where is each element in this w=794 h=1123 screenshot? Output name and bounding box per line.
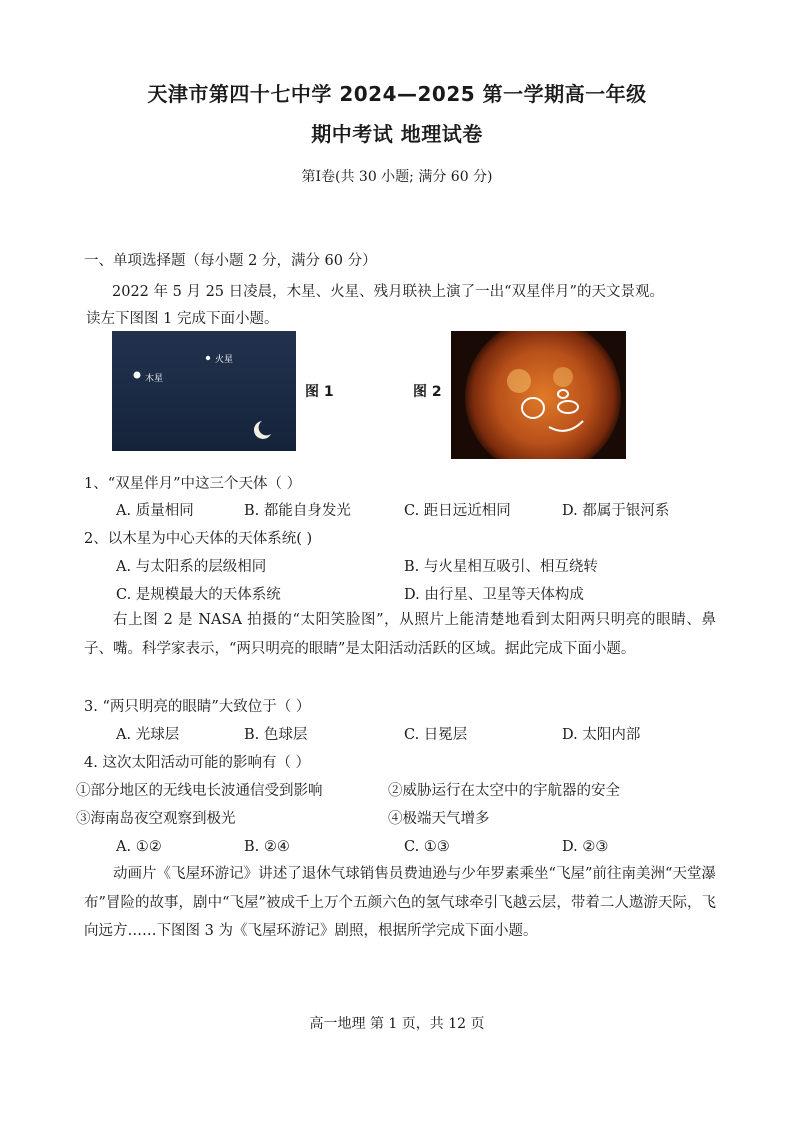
q4-statement-1: ①部分地区的无线电长波通信受到影响 xyxy=(76,783,323,799)
sun-bright-region xyxy=(553,367,573,387)
crescent-moon-icon xyxy=(254,421,271,439)
sun-drawing xyxy=(451,331,626,459)
q4-statement-3: ③海南岛夜空观察到极光 xyxy=(76,811,236,827)
figure-2-sun-smile xyxy=(451,331,626,459)
intro-line2: 读左下图图 1 完成下面小题。 xyxy=(86,311,279,327)
q4-option-d: D. ②③ xyxy=(562,839,609,855)
q4-option-c: C. ①③ xyxy=(404,839,450,855)
q3-option-c: C. 日冕层 xyxy=(404,727,468,743)
mars-dot xyxy=(206,356,210,360)
q4-option-b: B. ②④ xyxy=(244,839,290,855)
jupiter-dot xyxy=(134,372,141,379)
figure-1-label: 图 1 xyxy=(305,384,334,400)
q4-statement-4: ④极端天气增多 xyxy=(388,811,490,827)
q4-statement-2: ②威胁运行在太空中的宇航器的安全 xyxy=(388,783,620,799)
q3-option-b: B. 色球层 xyxy=(244,727,308,743)
exam-title-line2: 期中考试 地理试卷 xyxy=(311,122,483,146)
question-2-stem: 2、以木星为中心天体的天体系统( ) xyxy=(84,531,313,547)
section-heading: 一、单项选择题（每小题 2 分，满分 60 分） xyxy=(84,253,377,269)
intro-line1: 2022 年 5 月 25 日凌晨，木星、火星、残月联袂上演了一出“双星伴月”的天文景观。 xyxy=(112,284,664,300)
sun-bright-region xyxy=(507,369,531,393)
passage-sun-smile: 右上图 2 是 NASA 拍摄的“太阳笑脸图”，从照片上能清楚地看到太阳两只明亮的眼睛、鼻子、嘴。科学家表示，“两只明亮的眼睛”是太阳活动活跃的区域。据此完成下面小题。 xyxy=(84,612,716,657)
volume-info: 第Ⅰ卷(共 30 小题; 满分 60 分) xyxy=(301,169,493,185)
q2-option-d: D. 由行星、卫星等天体构成 xyxy=(404,587,584,603)
q3-option-a: A. 光球层 xyxy=(116,727,180,743)
q3-option-d: D. 太阳内部 xyxy=(562,727,641,743)
night-sky-drawing xyxy=(112,331,296,451)
exam-title-line1: 天津市第四十七中学 2024—2025 第一学期高一年级 xyxy=(147,82,647,106)
q4-option-a: A. ①② xyxy=(116,839,162,855)
q2-option-c: C. 是规模最大的天体系统 xyxy=(116,587,281,603)
page-footer: 高一地理 第 1 页，共 12 页 xyxy=(309,1016,485,1032)
q1-option-a: A. 质量相同 xyxy=(116,503,194,519)
passage-up-movie: 动画片《飞屋环游记》讲述了退休气球销售员费迪逊与少年罗素乘坐“飞屋”前往南美洲“天堂瀑布”冒险的故事，剧中“飞屋”被成千上万个五颜六色的氢气球牵引飞越云层，带着二人遨游天际，飞向远方……下图图 3 为《飞屋环游记》剧照，根据所学完成下面小题。 xyxy=(84,866,716,939)
q2-option-a: A. 与太阳系的层级相同 xyxy=(116,559,267,575)
jupiter-label: 木星 xyxy=(145,374,164,384)
q1-option-c: C. 距日远近相同 xyxy=(404,503,511,519)
q1-option-d: D. 都属于银河系 xyxy=(562,503,670,519)
mars-label: 火星 xyxy=(215,355,234,365)
figure-2-label: 图 2 xyxy=(413,384,442,400)
question-1-stem: 1、“双星伴月”中这三个天体（ ） xyxy=(84,476,302,492)
figure-1-night-sky xyxy=(112,331,296,451)
q1-option-b: B. 都能自身发光 xyxy=(244,503,351,519)
question-4-stem: 4. 这次太阳活动可能的影响有（ ） xyxy=(84,755,311,771)
q2-option-b: B. 与火星相互吸引、相互绕转 xyxy=(404,559,598,575)
sun-disk xyxy=(465,331,621,459)
question-3-stem: 3. “两只明亮的眼睛”大致位于（ ） xyxy=(84,699,311,715)
